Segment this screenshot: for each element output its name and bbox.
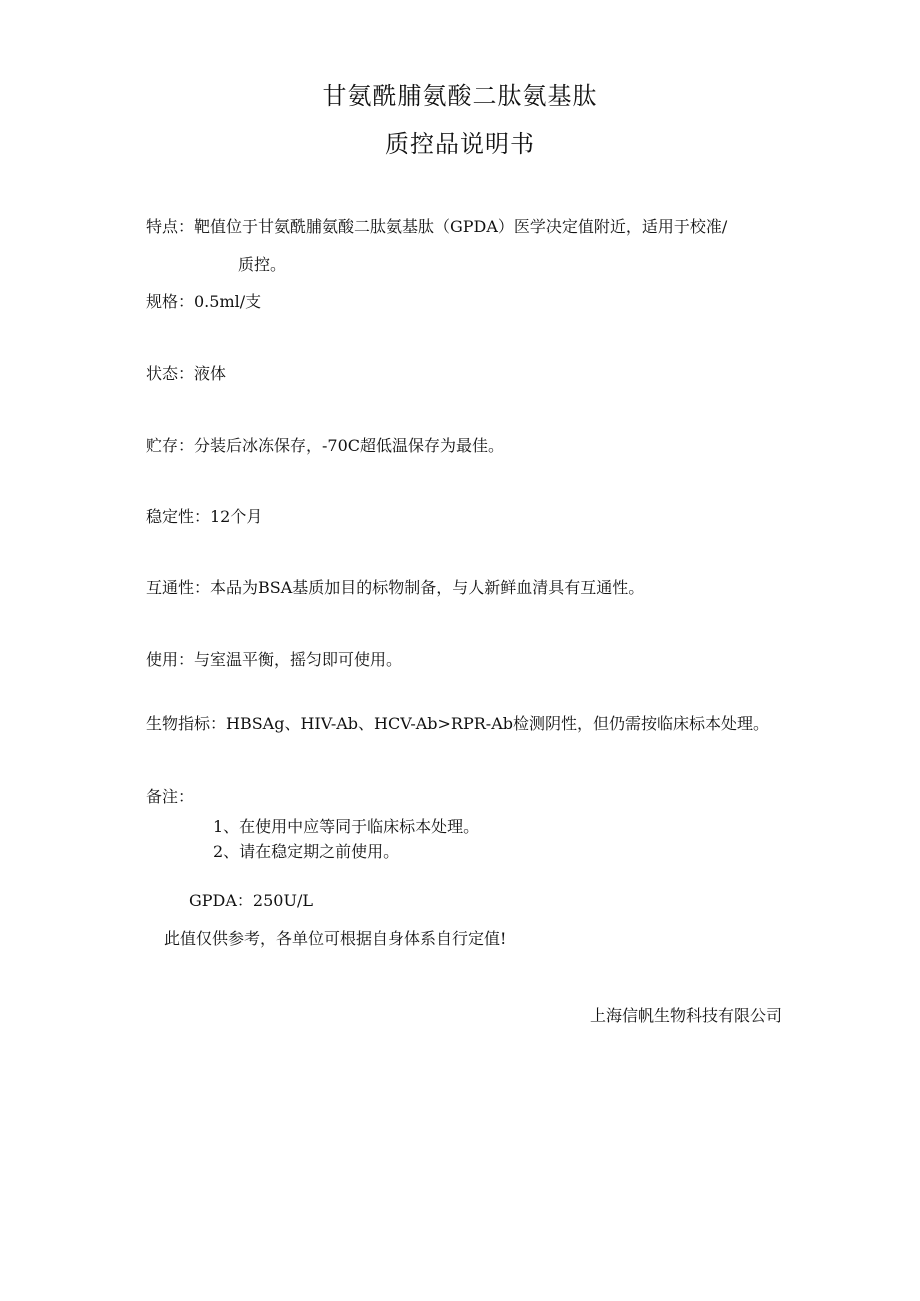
notes-heading: 备注：: [146, 787, 195, 806]
document-title: 甘氨酰脯氨酸二肽氨基肽: [322, 82, 598, 110]
gpda-value: GPDA：250U/L: [189, 891, 313, 910]
document-subtitle: 质控品说明书: [385, 130, 535, 158]
state-line: 状态：液体: [146, 364, 227, 383]
interop-line: 互通性：本品为BSA基质加目的标物制备，与人新鲜血清具有互通性。: [146, 578, 645, 597]
company-name: 上海信帆生物科技有限公司: [590, 1006, 783, 1025]
reference-note: 此值仅供参考，各单位可根据自身体系自行定值!: [164, 929, 507, 948]
note-item-2: 2、请在稳定期之前使用。: [213, 842, 400, 861]
spec-line: 规格：0.5ml/支: [146, 292, 262, 311]
storage-line: 贮存：分装后冰冻保存，-70C超低温保存为最佳。: [146, 436, 505, 455]
bio-indicator-line: 生物指标：HBSAg、HIV-Ab、HCV-Ab>RPR-Ab检测阴性，但仍需按临床标本处理。: [146, 714, 769, 733]
usage-line: 使用：与室温平衡，摇匀即可使用。: [146, 650, 403, 669]
feature-line-2: 质控。: [238, 255, 287, 274]
note-item-1: 1、在使用中应等同于临床标本处理。: [213, 817, 480, 836]
feature-line-1: 特点：靶值位于甘氨酰脯氨酸二肽氨基肽（GPDA）医学决定值附近，适用于校准/: [146, 217, 728, 236]
stability-line: 稳定性：12个月: [146, 507, 263, 526]
